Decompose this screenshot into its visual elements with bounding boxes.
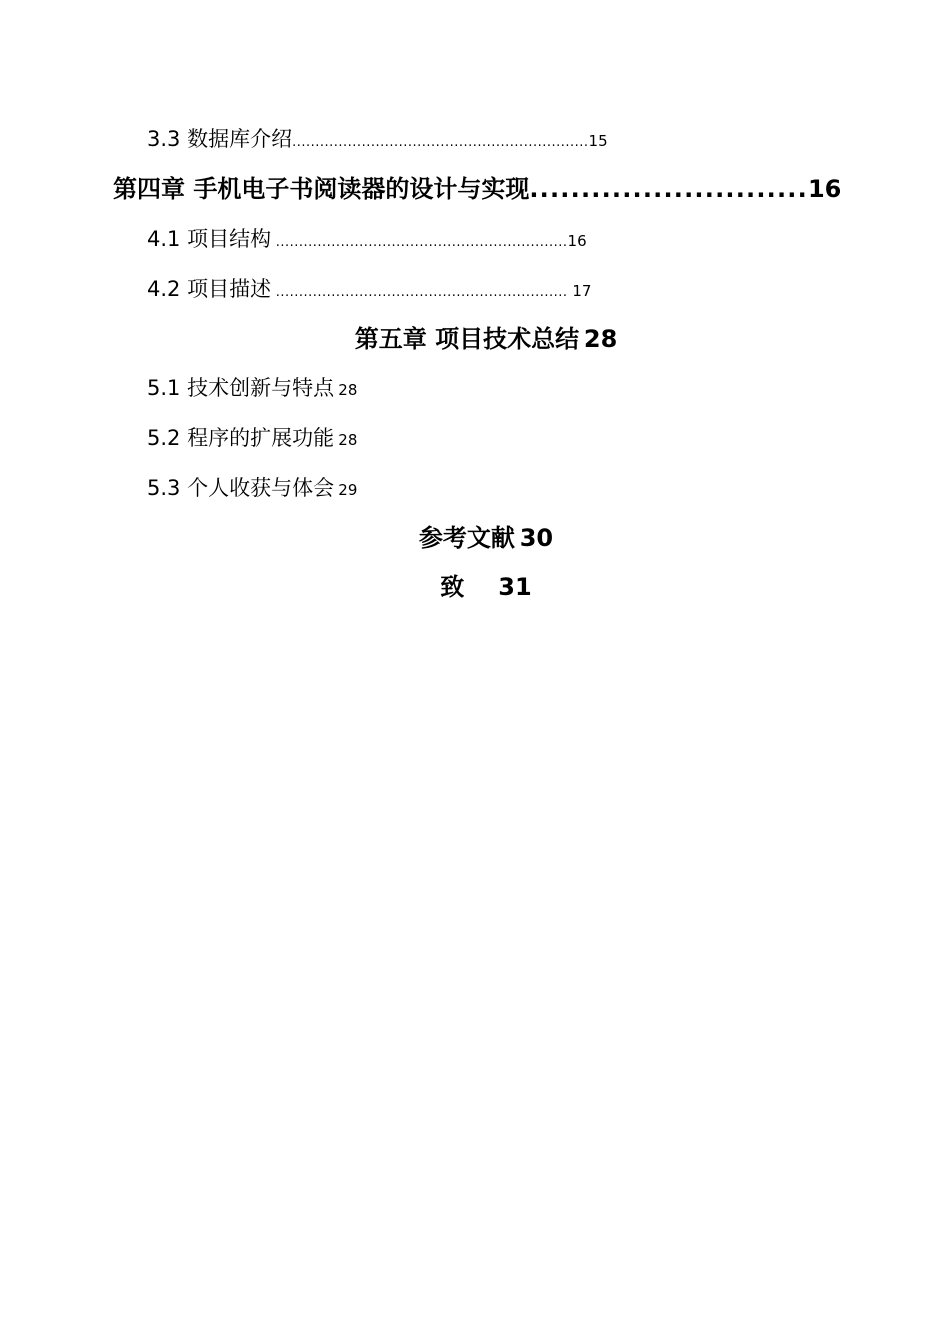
toc-page-number: 16 (567, 232, 587, 250)
toc-title: 第四章 手机电子书阅读器的设计与实现 (113, 175, 530, 203)
toc-title: 5.2 程序的扩展功能 (147, 426, 335, 450)
toc-title: 4.2 项目描述 (147, 277, 272, 301)
toc-chapter-5[interactable] (0, 327, 950, 351)
toc-title: 3.3 数据库介绍 (147, 127, 293, 151)
toc-page-number: 16 (807, 175, 842, 203)
toc-entry-5-1[interactable] (147, 378, 357, 399)
toc-entry-4-1[interactable] (147, 229, 587, 250)
toc-title: 参考文献 (418, 524, 515, 552)
toc-leader-dots: ................................................................ (292, 135, 589, 150)
toc-page-number: 28 (338, 431, 358, 449)
toc-title: 5.3 个人收获与体会 (147, 476, 335, 500)
toc-title: 5.1 技术创新与特点 (147, 376, 335, 400)
toc-chapter-4[interactable] (113, 177, 841, 201)
toc-page-number: 28 (338, 381, 358, 399)
toc-entry-5-3[interactable] (147, 478, 357, 499)
toc-page-number: 28 (583, 325, 618, 353)
toc-leader-dots: ............................................................... (271, 235, 568, 250)
toc-references[interactable] (0, 526, 950, 550)
toc-title: 4.1 项目结构 (147, 227, 272, 251)
toc-entry-4-2[interactable] (147, 279, 591, 300)
toc-page-number: 31 (498, 573, 532, 601)
toc-acknowledgements[interactable] (0, 575, 950, 599)
toc-page-number: 30 (519, 524, 554, 552)
toc-page-number: 15 (588, 132, 608, 150)
toc-entry-3-3[interactable] (147, 129, 608, 150)
toc-page-number: 17 (567, 282, 592, 300)
toc-page-number: 29 (338, 481, 358, 499)
toc-entry-5-2[interactable] (147, 428, 357, 449)
toc-leader-dots: ........................... (529, 175, 808, 203)
toc-title: 第五章 项目技术总结 (354, 325, 580, 353)
toc-leader-dots: ............................................................... (271, 285, 568, 300)
toc-title: 致 (440, 573, 465, 601)
